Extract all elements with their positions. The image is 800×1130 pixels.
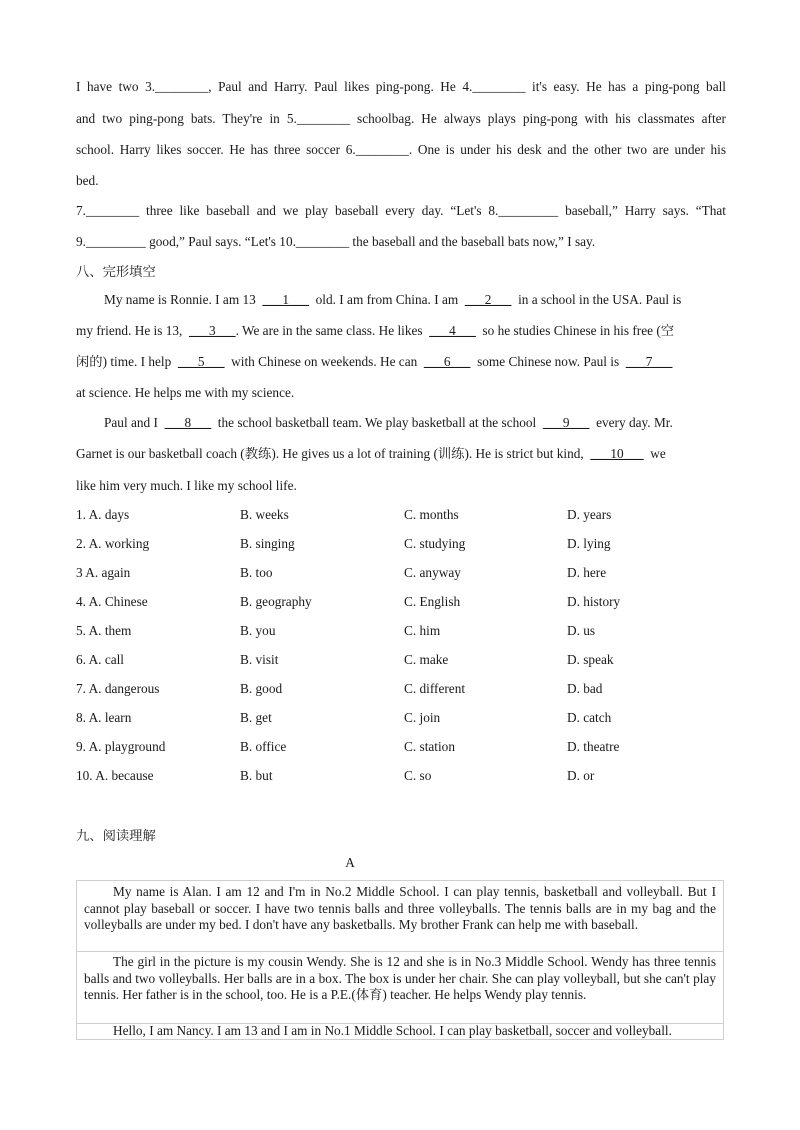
table-row: [77, 1023, 723, 1039]
reading-passage: The girl in the picture is my cousin Wendy. She is 12 and she is in No.3 Middle School. Wendy has three tennis balls and two volleyballs. Her balls are in a box. The box is under her chair. She can play volleyball, but she can't play tennis. Her father is in the school, too. He is a P.E.(体育) teacher. He helps Wendy play tennis.: [84, 954, 716, 1002]
option-a: 7. A. dangerous: [76, 681, 160, 696]
option-row: [76, 679, 726, 699]
option-b: B. singing: [240, 536, 295, 551]
option-d: D. us: [567, 623, 596, 638]
option-c: C. English: [404, 594, 461, 609]
option-c: C. different: [404, 681, 466, 696]
passage-line: and two ping-pong bats. They're in 5.________ schoolbag. He always plays ping-pong with his classmates after: [76, 111, 726, 126]
option-d: D. catch: [567, 710, 612, 725]
passage-line: school. Harry likes soccer. He has three soccer 6.________. One is under his desk and the other two are under his: [76, 142, 726, 157]
cloze-text: . We are in the same class. He likes: [235, 323, 423, 338]
passage-line: bed.: [76, 173, 99, 188]
option-b: B. you: [240, 623, 276, 638]
option-d: D. speak: [567, 652, 614, 667]
reading-table: [76, 880, 724, 1040]
option-c: C. anyway: [404, 565, 461, 580]
cloze-text: so he studies Chinese in his free (空: [482, 323, 675, 338]
passage-label: A: [345, 855, 355, 870]
blank-10: ___10___: [590, 446, 644, 461]
cloze-text: my friend. He is 13,: [76, 323, 183, 338]
option-b: B. visit: [240, 652, 279, 667]
blank-2: ___2___: [464, 292, 512, 307]
option-row: [76, 592, 726, 612]
option-c: C. station: [404, 739, 455, 754]
option-a: 10. A. because: [76, 768, 154, 783]
option-row: [76, 737, 726, 757]
option-b: B. get: [240, 710, 272, 725]
blank-7: ___7___: [625, 354, 673, 369]
option-d: D. history: [567, 594, 621, 609]
option-a: 9. A. playground: [76, 739, 166, 754]
cloze-line: at science. He helps me with my science.: [76, 385, 295, 400]
blank-3: ___3___: [189, 323, 236, 338]
option-b: B. geography: [240, 594, 312, 609]
option-d: D. here: [567, 565, 607, 580]
option-c: C. studying: [404, 536, 466, 551]
option-b: B. office: [240, 739, 287, 754]
section-heading-reading: 九、阅读理解: [76, 828, 156, 843]
option-d: D. bad: [567, 681, 603, 696]
option-c: C. him: [404, 623, 441, 638]
cloze-text: the school basketball team. We play basketball at the school: [217, 415, 537, 430]
option-row: [76, 708, 726, 728]
option-c: C. join: [404, 710, 441, 725]
blank-1: ___1___: [262, 292, 309, 307]
option-row: [76, 534, 726, 554]
reading-passage: Hello, I am Nancy. I am 13 and I am in No.1 Middle School. I can play basketball, soccer and volleyball.: [113, 1023, 672, 1038]
passage-line: I have two 3.________, Paul and Harry. Paul likes ping-pong. He 4.________ it's easy. He has a ping-pong ball: [76, 79, 726, 94]
reading-passage: My name is Alan. I am 12 and I'm in No.2 Middle School. I can play tennis, basketball and volleyball. But I cannot play baseball or soccer. I have two tennis balls and three volleyballs. The tennis balls are in my bag and the volleyballs are under my bed. I don't have any basketballs. My brother Frank can help me with baseball.: [84, 884, 716, 932]
option-a: 4. A. Chinese: [76, 594, 148, 609]
cloze-text: Paul and I: [104, 415, 158, 430]
option-a: 6. A. call: [76, 652, 125, 667]
cloze-text: some Chinese now. Paul is: [477, 354, 620, 369]
cloze-line: [104, 290, 726, 310]
passage-line: 7.________ three like baseball and we play baseball every day. “Let's 8._________ baseball,” Harry says. “That: [76, 203, 726, 218]
option-row: [76, 766, 726, 786]
cloze-line: [76, 321, 726, 341]
blank-6: ___6___: [423, 354, 471, 369]
option-d: D. lying: [567, 536, 611, 551]
cloze-text: 闲的) time. I help: [76, 354, 172, 369]
option-d: D. or: [567, 768, 595, 783]
option-c: C. make: [404, 652, 449, 667]
section-heading-cloze: 八、完形填空: [76, 264, 156, 279]
cloze-text: Garnet is our basketball coach (教练). He gives us a lot of training (训练). He is strict but kind,: [76, 446, 584, 461]
option-row: [76, 563, 726, 583]
table-row: [77, 951, 723, 1024]
option-c: C. so: [404, 768, 432, 783]
option-b: B. weeks: [240, 507, 289, 522]
passage-line: 9._________ good,” Paul says. “Let's 10.________ the baseball and the baseball bats now,” I say.: [76, 234, 596, 249]
cloze-line: [104, 413, 726, 433]
option-b: B. good: [240, 681, 283, 696]
option-b: B. but: [240, 768, 273, 783]
blank-9: ___9___: [542, 415, 590, 430]
option-a: 1. A. days: [76, 507, 130, 522]
option-a: 2. A. working: [76, 536, 150, 551]
option-d: D. years: [567, 507, 612, 522]
cloze-line: like him very much. I like my school life.: [76, 478, 297, 493]
cloze-text: with Chinese on weekends. He can: [231, 354, 418, 369]
option-row: [76, 650, 726, 670]
blank-4: ___4___: [429, 323, 476, 338]
table-row: [77, 881, 723, 952]
option-d: D. theatre: [567, 739, 620, 754]
blank-5: ___5___: [177, 354, 225, 369]
cloze-text: in a school in the USA. Paul is: [518, 292, 682, 307]
option-a: 5. A. them: [76, 623, 132, 638]
option-a: 8. A. learn: [76, 710, 132, 725]
cloze-text: every day. Mr.: [596, 415, 673, 430]
option-row: [76, 621, 726, 641]
option-c: C. months: [404, 507, 459, 522]
cloze-text: we: [650, 446, 666, 461]
cloze-text: old. I am from China. I am: [315, 292, 459, 307]
option-row: [76, 505, 726, 525]
option-a: 3 A. again: [76, 565, 131, 580]
option-b: B. too: [240, 565, 273, 580]
blank-8: ___8___: [164, 415, 212, 430]
cloze-text: My name is Ronnie. I am 13: [104, 292, 256, 307]
cloze-line: [76, 352, 726, 372]
cloze-line: [76, 444, 726, 464]
